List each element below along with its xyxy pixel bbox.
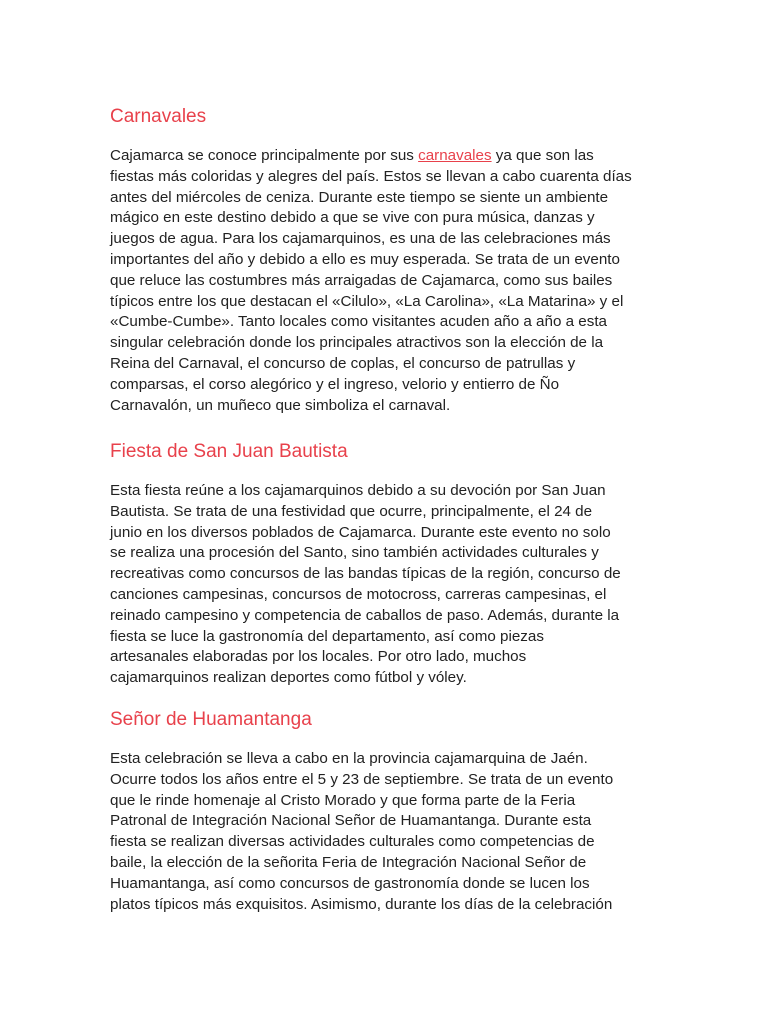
text-line: «Cumbe-Cumbe». Tanto locales como visitantes acuden año a año a esta bbox=[110, 313, 607, 331]
section-carnavales bbox=[110, 104, 666, 416]
section-senor-de-huamantanga bbox=[110, 707, 613, 915]
text-line: Ocurre todos los años entre el 5 y 23 de septiembre. Se trata de un evento bbox=[110, 770, 614, 788]
text-line: canciones campesinas, concursos de motocross, carreras campesinas, el bbox=[110, 585, 607, 603]
text-line: Bautista. Se trata de una festividad que ocurre, principalmente, el 24 de bbox=[110, 502, 593, 520]
text-line: que le rinde homenaje al Cristo Morado y que forma parte de la Feria bbox=[110, 791, 576, 809]
text-line: cajamarquinos realizan deportes como fútbol y vóley. bbox=[110, 669, 467, 687]
text-line: juegos de agua. Para los cajamarquinos, es una de las celebraciones más bbox=[110, 230, 611, 248]
text-line: reinado campesino y competencia de caballos de paso. Además, durante la bbox=[110, 606, 620, 624]
text-line: antes del miércoles de ceniza. Durante este tiempo se siente un ambiente bbox=[110, 188, 609, 206]
text-line: Esta fiesta reúne a los cajamarquinos debido a su devoción por San Juan bbox=[110, 482, 606, 499]
text-line: Patronal de Integración Nacional Señor de Huamantanga. Durante esta bbox=[110, 812, 592, 830]
section-body bbox=[110, 481, 621, 689]
text-line: típicos entre los que destacan el «Cilulo», «La Carolina», «La Matarina» y el bbox=[110, 292, 624, 310]
text-line: fiestas más coloridas y alegres del país. Estos se llevan a cabo cuarenta días bbox=[110, 167, 632, 185]
text-line: platos típicos más exquisitos. Asimismo, durante los días de la celebración bbox=[110, 895, 613, 913]
text-line: Reina del Carnaval, el concurso de coplas, el concurso de patrullas y bbox=[110, 354, 576, 372]
text-line: fiesta se realizan diversas actividades culturales como competencias de bbox=[110, 833, 595, 851]
carnavales-link[interactable]: carnavales bbox=[418, 147, 492, 164]
text-line: que reluce las costumbres más arraigadas de Cajamarca, como sus bailes bbox=[110, 271, 613, 289]
section-san-juan-bautista bbox=[110, 439, 621, 689]
text-line: baile, la elección de la señorita Feria de Integración Nacional Señor de bbox=[110, 853, 587, 871]
text-line: fiesta se luce la gastronomía del departamento, así como piezas bbox=[110, 627, 544, 645]
text-segment: ya que son las bbox=[491, 147, 594, 164]
text-line: comparsas, el corso alegórico y el ingreso, velorio y entierro de Ño bbox=[110, 375, 560, 393]
text-line bbox=[110, 146, 666, 167]
text-line: junio en los diversos poblados de Cajamarca. Durante este evento no solo bbox=[110, 523, 611, 541]
text-line: importantes del año y debido a ello es muy esperada. Se trata de un evento bbox=[110, 250, 620, 268]
text-line: recreativas como concursos de las bandas típicas de la región, concurso de bbox=[110, 565, 621, 583]
text-segment: Cajamarca se conoce principalmente por sus bbox=[110, 147, 419, 164]
text-line: Carnavalón, un muñeco que simboliza el carnaval. bbox=[110, 396, 451, 414]
text-line: mágico en este destino debido a que se vive con pura música, danzas y bbox=[110, 209, 595, 227]
text-line: artesanales elaboradas por los locales. Por otro lado, muchos bbox=[110, 648, 527, 666]
section-body bbox=[110, 146, 666, 416]
section-title: Señor de Huamantanga bbox=[110, 709, 312, 730]
text-line: se realiza una procesión del Santo, sino también actividades culturales y bbox=[110, 544, 599, 562]
text-line: singular celebración donde los principales atractivos son la elección de la bbox=[110, 334, 604, 352]
document-page bbox=[110, 104, 666, 913]
section-title: Carnavales bbox=[110, 106, 207, 127]
text-line: Huamantanga, así como concursos de gastronomía donde se lucen los bbox=[110, 874, 590, 892]
section-title: Fiesta de San Juan Bautista bbox=[110, 441, 348, 462]
section-body bbox=[110, 749, 613, 915]
text-line: Esta celebración se lleva a cabo en la provincia cajamarquina de Jaén. bbox=[110, 750, 588, 767]
